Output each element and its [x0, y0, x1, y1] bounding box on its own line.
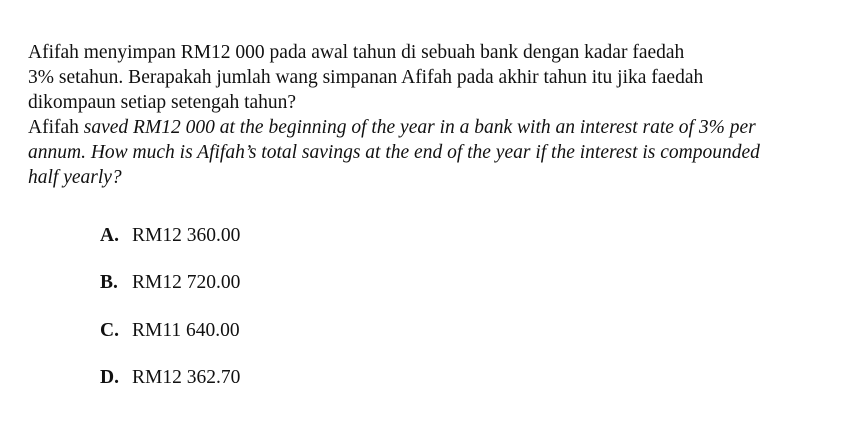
option-letter: A. — [100, 224, 119, 246]
question-english-line: annum. How much is Afifah’s total savings at the end of the year if the interest is compounded — [28, 142, 760, 163]
option-value: RM12 720.00 — [132, 272, 241, 294]
question — [28, 40, 848, 190]
answer-options — [100, 212, 240, 402]
question-malay-line: 3% setahun. Berapakah jumlah wang simpanan Afifah pada akhir tahun itu jika faedah — [28, 67, 704, 88]
option-c[interactable] — [100, 307, 240, 355]
question-malay-line: Afifah menyimpan RM12 000 pada awal tahun di sebuah bank dengan kadar faedah — [28, 42, 685, 63]
option-letter: D. — [100, 367, 119, 389]
question-english-name: Afifah — [28, 117, 79, 138]
option-letter: B. — [100, 272, 118, 294]
option-letter: C. — [100, 319, 119, 341]
option-b[interactable] — [100, 260, 240, 308]
option-value: RM12 360.00 — [132, 224, 241, 246]
option-a[interactable] — [100, 212, 240, 260]
question-english-line: half yearly? — [28, 167, 122, 188]
option-d[interactable] — [100, 355, 240, 403]
question-malay — [28, 40, 848, 115]
question-english — [28, 115, 848, 190]
question-english-line: saved RM12 000 at the beginning of the year in a bank with an interest rate of 3% per — [83, 117, 756, 138]
option-value: RM11 640.00 — [132, 319, 240, 341]
option-value: RM12 362.70 — [132, 367, 241, 389]
question-malay-line: dikompaun setiap setengah tahun? — [28, 92, 297, 113]
